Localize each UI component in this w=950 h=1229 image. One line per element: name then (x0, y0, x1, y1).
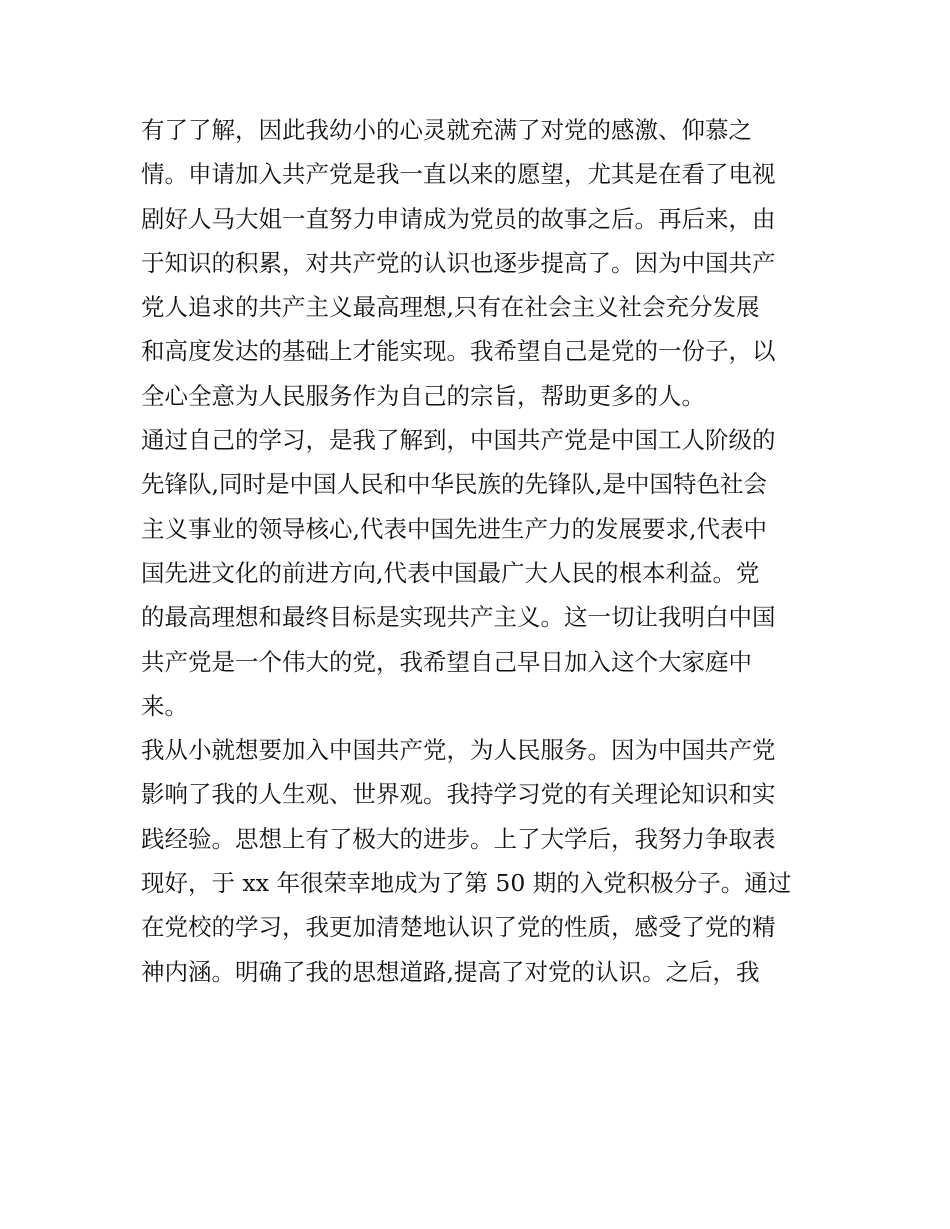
text-line: 剧好人马大姐一直努力申请成为党员的故事之后。再后来，由 (141, 204, 776, 233)
text-line: 的最高理想和最终目标是实现共产主义。这一切让我明白中国 (141, 603, 776, 632)
text-line: 有了了解，因此我幼小的心灵就充满了对党的感激、仰慕之 (141, 116, 752, 144)
text-line: 践经验。思想上有了极大的进步。上了大学后，我努力争取表 (141, 824, 776, 853)
body-text (141, 108, 813, 994)
text-line: 主义事业的领导核心,代表中国先进生产力的发展要求,代表中 (141, 514, 767, 543)
text-line: 国先进文化的前进方向,代表中国最广大人民的根本利益。党 (141, 558, 760, 587)
text-line: 共产党是一个伟大的党，我希望自己早日加入这个大家庭中 (141, 647, 752, 676)
text-line: 来。 (141, 691, 188, 720)
text-line: 在党校的学习，我更加清楚地认识了党的性质，感受了党的精 (141, 913, 776, 942)
text-line: 和高度发达的基础上才能实现。我希望自己是党的一份子，以 (141, 337, 776, 366)
text-line: 先锋队,同时是中国人民和中华民族的先锋队,是中国特色社会 (141, 470, 767, 499)
text-line: 于知识的积累，对共产党的认识也逐步提高了。因为中国共产 (141, 248, 776, 277)
text-line: 我从小就想要加入中国共产党，为人民服务。因为中国共产党 (141, 736, 776, 765)
text-line: 情。申请加入共产党是我一直以来的愿望，尤其是在看了电视 (141, 160, 776, 189)
text-line: 现好，于 xx 年很荣幸地成为了第 50 期的入党积极分子。通过 (141, 869, 792, 898)
text-line: 神内涵。明确了我的思想道路,提高了对党的认识。之后，我 (141, 957, 760, 986)
text-line: 党人追求的共产主义最高理想,只有在社会主义社会充分发展 (141, 293, 760, 322)
text-line: 影响了我的人生观、世界观。我持学习党的有关理论知识和实 (141, 780, 776, 809)
text-line: 全心全意为人民服务作为自己的宗旨，帮助更多的人。 (141, 381, 705, 410)
text-line: 通过自己的学习，是我了解到，中国共产党是中国工人阶级的 (141, 426, 776, 455)
